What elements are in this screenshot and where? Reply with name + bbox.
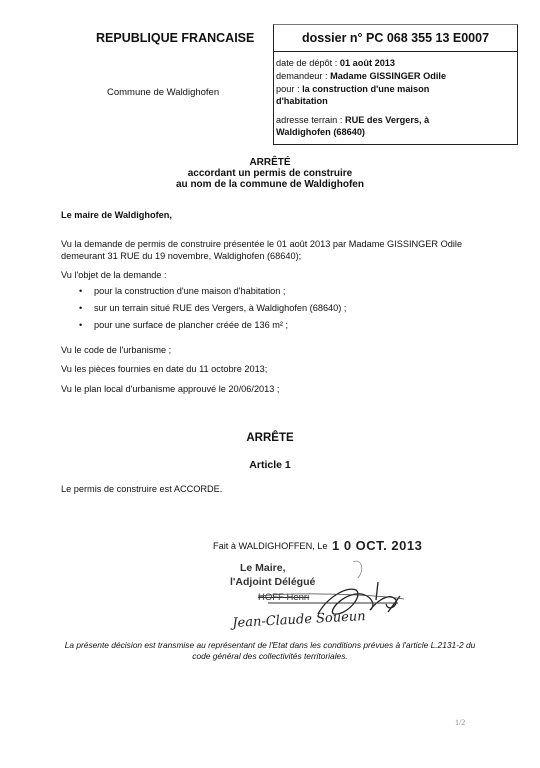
arrete-title: ARRÊTÉ	[249, 157, 291, 168]
demandeur-label: demandeur :	[276, 71, 328, 81]
demande-line-2: demeurant 31 RUE du 19 novembre, Waldighofen (68640);	[61, 251, 302, 261]
depot-value: 01 août 2013	[339, 58, 396, 68]
bullet-item: pour la construction d'une maison d'habitation ;	[94, 286, 286, 296]
stamp-name: HOFF Henri	[258, 592, 310, 603]
stamp-maire: Le Maire,	[240, 562, 286, 574]
bullet-icon: •	[79, 286, 83, 296]
accorde-line: Le permis de construire est ACCORDE.	[61, 484, 223, 494]
commune-name: Commune de Waldighofen	[107, 87, 220, 98]
depot-label: date de dépôt :	[276, 58, 338, 68]
fait-line: Fait à WALDIGHOFFEN, Le	[213, 541, 328, 551]
pour-value-1: la construction d'une maison	[302, 84, 430, 94]
maire-line: Le maire de Waldighofen,	[61, 210, 172, 220]
pieces-line: Vu les pièces fournies en date du 11 octobre 2013;	[61, 364, 268, 374]
bullet-item: pour une surface de plancher créée de 136 m² ;	[94, 320, 289, 330]
pour-row-2	[276, 96, 512, 107]
demandeur-row	[276, 71, 512, 82]
arrete-subtitle-2: au nom de la commune de Waldighofen	[176, 179, 364, 190]
plu-line: Vu le plan local d'urbanisme approuvé le 20/06/2013 ;	[61, 384, 280, 394]
adresse-value-1: RUE des Vergers, à	[344, 115, 430, 125]
article-heading: Article 1	[249, 459, 291, 471]
bullet-icon: •	[79, 320, 83, 330]
dossier-box	[273, 24, 518, 145]
adresse-label: adresse terrain :	[276, 115, 343, 125]
adresse-row	[276, 115, 512, 126]
demande-line-1: Vu la demande de permis de construire présentée le 01 août 2013 par Madame GISSINGER Odile	[61, 239, 463, 249]
code-line: Vu le code de l'urbanisme ;	[61, 345, 172, 355]
bullet-item: sur un terrain situé RUE des Vergers, à Waldighofen (68640) ;	[94, 303, 347, 313]
objet-line: Vu l'objet de la demande :	[61, 270, 167, 280]
arrete-subtitle-1: accordant un permis de construire	[187, 168, 353, 179]
handwritten-name: Jean-Claude Soueun	[232, 609, 366, 631]
adresse-value-2: Waldighofen (68640)	[276, 127, 365, 137]
dossier-number: dossier n° PC 068 355 13 E0007	[274, 25, 517, 52]
date-stamp: 1 0 OCT. 2013	[332, 538, 423, 553]
republic-heading: REPUBLIQUE FRANCAISE	[96, 31, 255, 45]
demandeur-value: Madame GISSINGER Odile	[330, 71, 447, 81]
stamp-adjoint: l'Adjoint Délégué	[230, 576, 316, 588]
adresse-row-2	[276, 127, 512, 138]
transmission-note-1: La présente décision est transmise au représentant de l'Etat dans les conditions prévues à l'article L.2131-2 du	[64, 640, 476, 650]
bullet-icon: •	[79, 303, 83, 313]
arrete-heading: ARRÊTE	[246, 432, 294, 444]
depot-row	[276, 58, 512, 69]
transmission-note-2: code général des collectivités territoriales.	[192, 651, 348, 661]
pour-value-2: d'habitation	[276, 96, 328, 106]
pour-row	[276, 84, 512, 95]
pour-label: pour :	[276, 84, 300, 94]
page-number: 1/2	[455, 718, 466, 727]
